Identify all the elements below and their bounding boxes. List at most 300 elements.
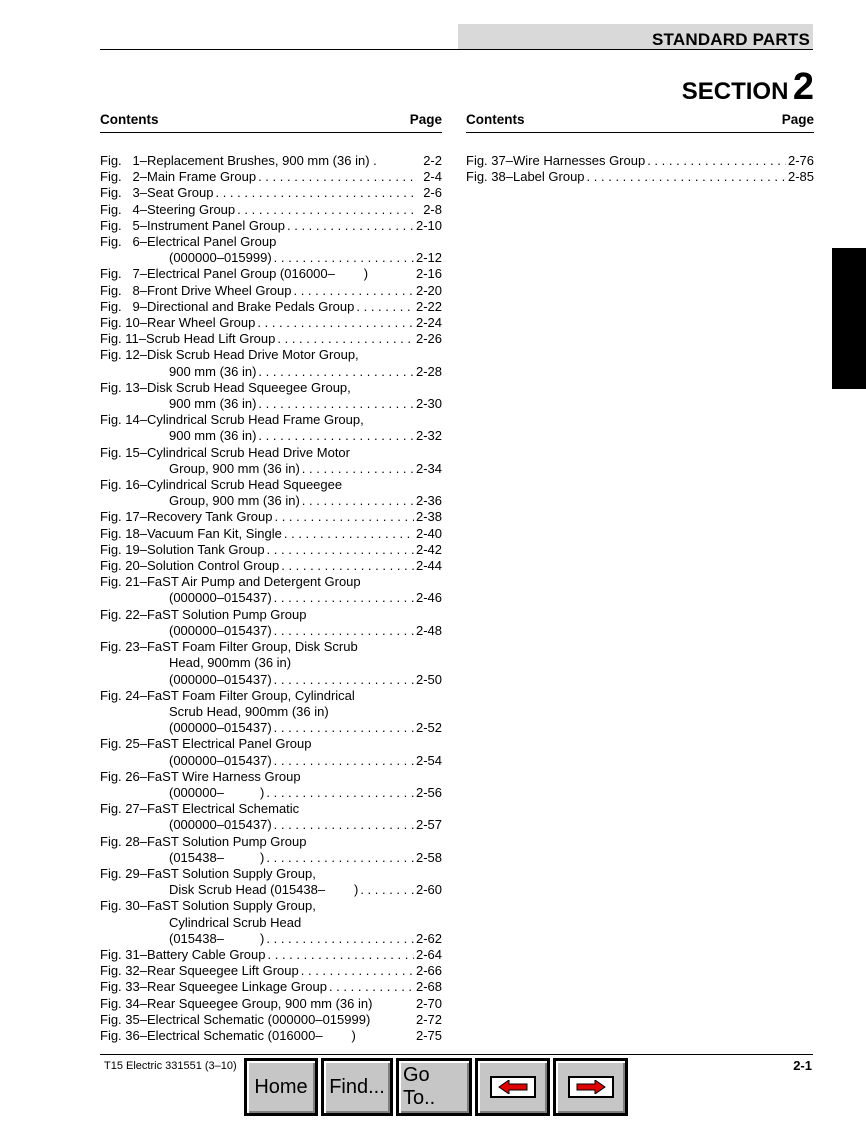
toc-entry[interactable]	[100, 607, 442, 639]
figure-label: Fig. 3	[100, 185, 140, 201]
toc-entry[interactable]	[466, 169, 814, 185]
entry-title: (000000–015437)	[169, 622, 272, 638]
toc-entry[interactable]	[100, 639, 442, 688]
entry-page: 2-85	[787, 169, 814, 185]
separator: –	[138, 331, 147, 347]
separator: –	[139, 865, 147, 881]
figure-label: Fig. 22	[100, 606, 140, 622]
entry-page: 2-20	[415, 282, 442, 298]
separator: –	[139, 898, 147, 914]
entry-title: Cylindrical Scrub Head	[169, 914, 302, 930]
toc-entry[interactable]	[100, 331, 442, 347]
toc-line	[100, 720, 442, 736]
toc-entry[interactable]	[100, 477, 442, 509]
leader-dots	[299, 963, 414, 979]
toc-line	[100, 364, 442, 380]
figure-label: Fig. 23	[100, 639, 140, 655]
toc-line	[100, 331, 442, 347]
toc-line	[100, 347, 442, 363]
toc-line	[100, 996, 442, 1012]
spacer	[370, 1012, 414, 1028]
toc-entry[interactable]	[100, 801, 442, 833]
goto-button[interactable]: Go To..	[396, 1058, 472, 1116]
toc-entry[interactable]	[100, 445, 442, 477]
figure-label: Fig. 2	[100, 169, 140, 185]
leader-dots	[256, 169, 414, 185]
toc-line	[100, 461, 442, 477]
figure-label: Fig. 4	[100, 201, 140, 217]
leader-dots	[327, 979, 414, 995]
toc-line	[100, 704, 442, 720]
entry-page: 2-52	[415, 720, 442, 736]
entry-page: 2-50	[415, 671, 442, 687]
right-arrow-shape	[576, 1080, 606, 1094]
entry-title: FaST Foam Filter Group, Cylindrical	[146, 687, 355, 703]
toc-line	[100, 769, 442, 785]
entry-page: 2-26	[415, 331, 442, 347]
toc-line	[100, 1012, 442, 1028]
entry-title: FaST Solution Supply Group,	[146, 865, 316, 881]
toc-line	[100, 445, 442, 461]
toc-line	[100, 753, 442, 769]
separator: –	[139, 412, 147, 428]
leader-dots	[272, 720, 414, 736]
figure-label: Fig. 29	[100, 865, 140, 881]
toc-entry[interactable]	[100, 526, 442, 542]
section-word: SECTION	[681, 78, 789, 105]
separator: –	[139, 282, 147, 298]
figure-label: Fig. 18	[100, 525, 140, 541]
footer-rule	[100, 1054, 813, 1055]
entry-title: Wire Harnesses Group	[512, 153, 646, 168]
entry-title: FaST Solution Pump Group	[146, 606, 307, 622]
separator: –	[139, 298, 147, 314]
entry-page: 2-10	[415, 217, 442, 233]
entry-title: FaST Foam Filter Group, Disk Scrub	[146, 639, 358, 655]
toc-line	[100, 218, 442, 234]
entry-title: Steering Group	[146, 201, 236, 217]
entry-page: 2-66	[415, 963, 442, 979]
figure-label: Fig. 9	[100, 298, 140, 314]
leader-dots	[256, 396, 414, 412]
toc-entry[interactable]	[100, 315, 442, 331]
entry-page: 2-38	[415, 509, 442, 525]
toc-line	[100, 428, 442, 444]
toc-line	[466, 153, 814, 169]
toc-line	[100, 834, 442, 850]
leader-dots	[291, 283, 414, 299]
entry-title: Recovery Tank Group	[146, 509, 273, 525]
entry-title: Solution Tank Group	[146, 541, 265, 557]
toc-left-header	[100, 112, 442, 133]
leader-dots	[266, 947, 415, 963]
toc-entry[interactable]	[100, 380, 442, 412]
figure-label: Fig. 30	[100, 898, 140, 914]
separator: –	[139, 169, 147, 185]
entry-page: 2-76	[787, 153, 814, 168]
leader-dots	[272, 590, 414, 606]
leader-dots	[264, 785, 414, 801]
toc-entry[interactable]	[100, 218, 442, 234]
entry-page: 2-44	[415, 558, 442, 574]
entry-title: (000000–015437)	[169, 752, 272, 768]
toc-line	[100, 509, 442, 525]
toc-entry[interactable]	[100, 1028, 442, 1044]
entry-page: 2-57	[415, 817, 442, 833]
entry-page: 2-6	[423, 185, 442, 201]
separator: –	[139, 639, 147, 655]
entry-title: 900 mm (36 in)	[169, 396, 257, 412]
toc-entry[interactable]	[100, 542, 442, 558]
entry-page: 2-22	[415, 298, 442, 314]
figure-label: Fig. 12	[100, 347, 140, 363]
figure-label: Fig. 15	[100, 444, 140, 460]
toc-right-column	[466, 112, 814, 185]
toc-right-header	[466, 112, 814, 133]
separator: –	[139, 963, 147, 979]
figure-label: Fig. 34	[100, 995, 140, 1011]
toc-right-list	[466, 153, 814, 185]
find-button[interactable]: Find...	[321, 1058, 393, 1116]
figure-label: Fig. 28	[100, 833, 140, 849]
entry-page: 2-75	[415, 1027, 442, 1043]
contents-label: Contents	[466, 112, 525, 127]
leader-dots	[282, 526, 414, 542]
leader-dots	[272, 250, 414, 266]
toc-entry[interactable]	[100, 898, 442, 947]
toc-entry[interactable]	[100, 688, 442, 737]
leader-dots	[255, 315, 414, 331]
entry-title: FaST Air Pump and Detergent Group	[146, 574, 361, 590]
leader-dots	[272, 623, 414, 639]
entry-page: 2-58	[415, 849, 442, 865]
toc-entry[interactable]	[100, 509, 442, 525]
toc-entry[interactable]	[100, 769, 442, 801]
leader-dots	[358, 882, 414, 898]
entry-title: FaST Solution Supply Group,	[146, 898, 316, 914]
entry-title: Rear Wheel Group	[146, 315, 256, 331]
spacer	[372, 996, 414, 1012]
previous-page-button[interactable]	[475, 1058, 550, 1116]
entry-page: 2-54	[415, 752, 442, 768]
entry-page: 2-16	[415, 266, 442, 282]
entry-title: Vacuum Fan Kit, Single	[146, 525, 282, 541]
entry-page: 2-68	[415, 979, 442, 995]
entry-page: 2-72	[415, 1011, 442, 1027]
entry-title: (000000–015437)	[169, 671, 272, 687]
entry-page: 2-34	[415, 460, 442, 476]
leader-dots	[272, 672, 414, 688]
toc-line	[466, 169, 814, 185]
entry-title: Head, 900mm (36 in)	[169, 655, 292, 671]
entry-title: Instrument Panel Group	[146, 217, 286, 233]
separator: –	[139, 736, 147, 752]
entry-title: Group, 900 mm (36 in)	[169, 460, 300, 476]
entry-title: (015438– )	[169, 930, 265, 946]
entry-page: 2-28	[415, 363, 442, 379]
entry-page: 2-56	[415, 784, 442, 800]
leader-dots	[300, 461, 414, 477]
toc-entry[interactable]	[100, 1012, 442, 1028]
entry-title: Disk Scrub Head Squeegee Group,	[146, 379, 351, 395]
entry-title: Main Frame Group	[146, 169, 257, 185]
toc-line	[100, 866, 442, 882]
separator: –	[139, 347, 147, 363]
entry-title: Group, 900 mm (36 in)	[169, 493, 300, 509]
entry-page: 2-64	[415, 946, 442, 962]
entry-page: 2-8	[423, 201, 442, 217]
toc-entry[interactable]	[100, 347, 442, 379]
separator: –	[139, 768, 147, 784]
toc-line	[100, 947, 442, 963]
toc-line	[100, 412, 442, 428]
separator: –	[139, 979, 147, 995]
figure-label: Fig. 16	[100, 477, 140, 493]
figure-label: Fig. 17	[100, 509, 140, 525]
toc-entry[interactable]	[100, 834, 442, 866]
toc-entry[interactable]	[100, 266, 442, 282]
separator: –	[139, 153, 147, 168]
toc-entry[interactable]	[100, 185, 442, 201]
toc-line	[100, 234, 442, 250]
leader-dots	[272, 753, 414, 769]
entry-page: 2-30	[415, 396, 442, 412]
figure-label: Fig. 7	[100, 266, 140, 282]
leader-dots	[256, 364, 414, 380]
contents-label: Contents	[100, 112, 159, 127]
separator: –	[139, 606, 147, 622]
entry-title: Cylindrical Scrub Head Drive Motor	[146, 444, 350, 460]
document-id: T15 Electric 331551 (3–10)	[104, 1060, 237, 1072]
entry-title: 900 mm (36 in)	[169, 428, 257, 444]
entry-title: (000000–015437)	[169, 817, 272, 833]
page-label: Page	[409, 112, 442, 127]
toc-line	[100, 477, 442, 493]
spacer	[377, 153, 414, 169]
toc-line	[100, 283, 442, 299]
entry-title: 900 mm (36 in)	[169, 363, 257, 379]
entry-title: Scrub Head, 900mm (36 in)	[169, 703, 329, 719]
toc-entry[interactable]	[100, 574, 442, 606]
entry-title: FaST Wire Harness Group	[146, 768, 301, 784]
separator: –	[139, 525, 147, 541]
left-arrow-shape	[498, 1080, 528, 1094]
entry-title: (015438– )	[169, 849, 265, 865]
toc-line	[100, 882, 442, 898]
entry-page: 2-36	[415, 493, 442, 509]
separator: –	[139, 574, 147, 590]
entry-title: (000000–015999)	[169, 250, 272, 266]
leader-dots	[272, 509, 414, 525]
section-heading	[682, 66, 814, 109]
toc-entry[interactable]	[100, 299, 442, 315]
figure-label: Fig. 27	[100, 801, 140, 817]
separator: –	[139, 1011, 147, 1027]
separator: –	[139, 946, 147, 962]
toc-line	[100, 672, 442, 688]
toc-line	[100, 299, 442, 315]
entry-page: 2-2	[423, 153, 442, 168]
leader-dots	[279, 558, 414, 574]
toc-entry[interactable]	[100, 412, 442, 444]
next-page-button[interactable]	[553, 1058, 628, 1116]
header-title: STANDARD PARTS	[652, 30, 810, 49]
toc-line	[100, 526, 442, 542]
toc-entry[interactable]	[100, 866, 442, 898]
entry-title: Rear Squeegee Lift Group	[146, 963, 299, 979]
home-button[interactable]: Home	[244, 1058, 318, 1116]
entry-title: (000000–015437)	[169, 590, 272, 606]
figure-label: Fig. 31	[100, 946, 140, 962]
figure-label: Fig. 11	[100, 331, 139, 347]
toc-line	[100, 493, 442, 509]
entry-title: Rear Squeegee Group, 900 mm (36 in)	[146, 995, 373, 1011]
entry-page: 2-12	[415, 250, 442, 266]
page-number: 2-1	[793, 1058, 812, 1073]
separator: –	[139, 509, 147, 525]
toc-entry[interactable]	[100, 283, 442, 299]
entry-title: Cylindrical Scrub Head Frame Group,	[146, 412, 364, 428]
toc-left-list	[100, 153, 442, 1044]
toc-line	[100, 736, 442, 752]
figure-label: Fig. 21	[100, 574, 140, 590]
toc-entry[interactable]	[100, 979, 442, 995]
entry-title: Replacement Brushes, 900 mm (36 in) .	[146, 153, 377, 168]
toc-line	[100, 185, 442, 201]
entry-page: 2-4	[423, 169, 442, 185]
separator: –	[139, 185, 147, 201]
leader-dots	[265, 542, 414, 558]
toc-line	[100, 850, 442, 866]
toc-line	[100, 915, 442, 931]
leader-dots	[354, 299, 414, 315]
entry-page: 2-70	[415, 995, 442, 1011]
entry-title: (000000– )	[169, 784, 265, 800]
entry-title: Cylindrical Scrub Head Squeegee	[146, 477, 343, 493]
toc-entry[interactable]	[100, 202, 442, 218]
entry-page: 2-42	[415, 541, 442, 557]
leader-dots	[256, 428, 414, 444]
entry-title: FaST Electrical Schematic	[146, 801, 300, 817]
toc-line	[100, 1028, 442, 1044]
entry-title: Scrub Head Lift Group	[146, 331, 276, 347]
spacer	[368, 266, 414, 282]
leader-dots	[213, 185, 414, 201]
entry-title: Electrical Schematic (000000–015999)	[146, 1011, 371, 1027]
figure-label: Fig. 38	[466, 169, 506, 185]
figure-label: Fig. 19	[100, 541, 140, 557]
entry-title: Disk Scrub Head Drive Motor Group,	[146, 347, 359, 363]
entry-page: 2-40	[415, 525, 442, 541]
figure-label: Fig. 5	[100, 217, 140, 233]
toc-entry[interactable]	[100, 234, 442, 266]
toc-line	[100, 639, 442, 655]
toc-line	[100, 607, 442, 623]
separator: –	[139, 444, 147, 460]
separator: –	[139, 217, 147, 233]
leader-dots	[275, 331, 414, 347]
entry-title: FaST Solution Pump Group	[146, 833, 307, 849]
toc-line	[100, 574, 442, 590]
toc-entry[interactable]	[100, 153, 442, 169]
toc-line	[100, 558, 442, 574]
toc-entry[interactable]	[100, 996, 442, 1012]
separator: –	[139, 541, 147, 557]
navigation-bar	[244, 1058, 631, 1122]
separator: –	[139, 201, 147, 217]
separator: –	[505, 169, 513, 185]
separator: –	[139, 687, 147, 703]
figure-label: Fig. 35	[100, 1011, 140, 1027]
right-arrow-icon	[568, 1076, 614, 1098]
toc-line	[100, 817, 442, 833]
entry-title: Electrical Panel Group (016000– )	[146, 266, 369, 282]
toc-line	[100, 266, 442, 282]
figure-label: Fig. 10	[100, 315, 140, 331]
entry-title: Electrical Schematic (016000– )	[146, 1027, 356, 1043]
entry-title: Seat Group	[146, 185, 214, 201]
entry-page: 2-24	[415, 315, 442, 331]
leader-dots	[264, 850, 414, 866]
toc-line	[100, 250, 442, 266]
entry-title: Front Drive Wheel Group	[146, 282, 292, 298]
separator: –	[139, 379, 147, 395]
leader-dots	[264, 931, 414, 947]
left-arrow-icon	[490, 1076, 536, 1098]
toc-line	[100, 590, 442, 606]
figure-label: Fig. 8	[100, 282, 140, 298]
toc-entry[interactable]	[100, 558, 442, 574]
leader-dots	[285, 218, 414, 234]
toc-entry[interactable]	[100, 963, 442, 979]
entry-title: Electrical Panel Group	[146, 234, 277, 250]
figure-label: Fig. 24	[100, 687, 140, 703]
entry-title: Label Group	[512, 169, 585, 185]
toc-line	[100, 623, 442, 639]
section-tab	[832, 248, 866, 389]
figure-label: Fig. 26	[100, 768, 140, 784]
separator: –	[139, 1027, 147, 1043]
figure-label: Fig. 1	[100, 153, 140, 168]
entry-page: 2-46	[415, 590, 442, 606]
toc-entry[interactable]	[466, 153, 814, 169]
entry-title: Directional and Brake Pedals Group	[146, 298, 355, 314]
toc-line	[100, 542, 442, 558]
toc-line	[100, 979, 442, 995]
entry-page: 2-32	[415, 428, 442, 444]
separator: –	[139, 558, 147, 574]
entry-title: Solution Control Group	[146, 558, 280, 574]
toc-entry[interactable]	[100, 736, 442, 768]
entry-title: Rear Squeegee Linkage Group	[146, 979, 327, 995]
leader-dots	[585, 169, 786, 185]
entry-page: 2-62	[415, 930, 442, 946]
figure-label: Fig. 33	[100, 979, 140, 995]
toc-line	[100, 169, 442, 185]
toc-entry[interactable]	[100, 169, 442, 185]
toc-line	[100, 963, 442, 979]
entry-title: (000000–015437)	[169, 720, 272, 736]
entry-title: FaST Electrical Panel Group	[146, 736, 312, 752]
separator: –	[505, 153, 513, 168]
separator: –	[139, 234, 147, 250]
figure-label: Fig. 14	[100, 412, 140, 428]
entry-title: Battery Cable Group	[146, 946, 266, 962]
entry-page: 2-48	[415, 622, 442, 638]
toc-entry[interactable]	[100, 947, 442, 963]
separator: –	[139, 315, 147, 331]
page-label: Page	[781, 112, 814, 127]
